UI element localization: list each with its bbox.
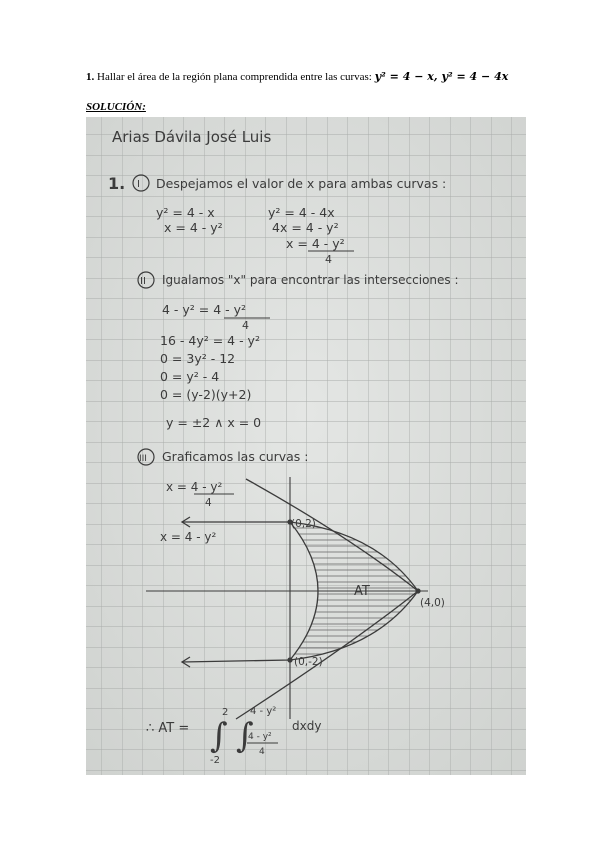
solution-heading: SOLUCIÓN: (86, 101, 146, 113)
step1-right-line1: y² = 4 - 4x (268, 205, 335, 220)
point-right-label: (4,0) (420, 597, 445, 609)
inner-upper-limit: 4 - y² (250, 706, 277, 717)
problem-equations: y² = 4 − x, y² = 4 − 4x (374, 70, 509, 83)
author-name: Arias Dávila José Luis (112, 128, 272, 146)
step1-numeral: I (137, 179, 140, 190)
point-top-label: (0,2) (291, 518, 316, 530)
inner-lower-limit: 4 - y² (248, 732, 272, 742)
step2-numeral: II (140, 276, 146, 287)
point-bottom-label: (0,-2) (294, 656, 323, 668)
outer-lower-limit: -2 (210, 755, 220, 766)
problem-statement (86, 70, 508, 83)
step3-title: Graficamos las curvas : (162, 449, 309, 464)
integral-prefix: ∴ AT = (146, 721, 190, 736)
step1-right-denominator: 4 (325, 253, 332, 266)
step2-line4: 0 = y² - 4 (160, 369, 220, 384)
handwritten-solution-photo (86, 117, 526, 775)
outer-upper-limit: 2 (222, 707, 229, 718)
region-label: AT (354, 584, 370, 599)
exercise-number: 1. (108, 174, 126, 193)
step2-title: Igualamos "x" para encontrar las intersecciones : (162, 273, 459, 287)
curve2-label: x = 4 - y² (160, 530, 217, 544)
step1-left-line2: x = 4 - y² (164, 220, 223, 235)
step2-line3: 0 = 3y² - 12 (160, 351, 236, 366)
step2-line2: 16 - 4y² = 4 - y² (160, 333, 260, 348)
svg-text:∫: ∫ (210, 716, 228, 756)
integral-differential: dxdy (292, 719, 322, 733)
step2-line6: y = ±2 ∧ x = 0 (166, 415, 262, 430)
step2-denominator: 4 (242, 319, 249, 332)
inner-lower-denominator: 4 (259, 747, 265, 757)
problem-text: Hallar el área de la región plana comprendida entre las curvas: (97, 71, 372, 83)
step1-title: Despejamos el valor de x para ambas curvas : (156, 176, 447, 191)
step1-right-line2: 4x = 4 - y² (272, 220, 339, 235)
curve1-label: x = 4 - y² (166, 480, 223, 494)
step3-numeral: III (139, 454, 147, 464)
step2-line5: 0 = (y-2)(y+2) (160, 387, 252, 402)
curve1-denominator: 4 (205, 497, 212, 509)
step1-left-line1: y² = 4 - x (156, 205, 215, 220)
svg-text:∫: ∫ (236, 716, 254, 756)
step1-right-line3: x = 4 - y² (286, 236, 345, 251)
problem-number: 1. (86, 71, 95, 83)
step2-line1: 4 - y² = 4 - y² (162, 302, 247, 317)
